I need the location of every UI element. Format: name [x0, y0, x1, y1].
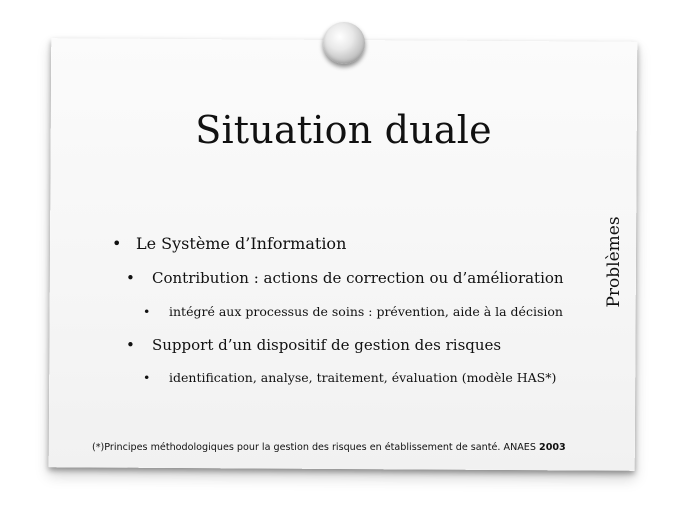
bullet-dot-icon: •: [112, 234, 122, 253]
bullet-text: identification, analyse, traitement, évaluation (modèle HAS*): [169, 370, 557, 385]
slide-title: Situation duale: [195, 108, 492, 152]
bullet-text: intégré aux processus de soins : prévention, aide à la décision: [169, 304, 563, 319]
side-label: Problèmes: [604, 216, 624, 308]
bullet-dot-icon: •: [126, 336, 135, 354]
bullet-dot-icon: •: [143, 370, 151, 385]
bullet-text: Contribution : actions de correction ou d’amélioration: [152, 269, 564, 287]
bullet-dot-icon: •: [126, 269, 135, 287]
bullet-text: Support d’un dispositif de gestion des risques: [152, 336, 502, 354]
footnote: [92, 442, 566, 453]
footnote-text: (*)Principes méthodologiques pour la gestion des risques en établissement de santé. ANAES: [92, 442, 536, 453]
bullet-dot-icon: •: [143, 304, 151, 319]
pushpin-icon: [323, 22, 365, 64]
paper-card: [49, 38, 638, 471]
bullet-text: Le Système d’Information: [136, 234, 347, 253]
footnote-year: 2003: [539, 442, 566, 453]
